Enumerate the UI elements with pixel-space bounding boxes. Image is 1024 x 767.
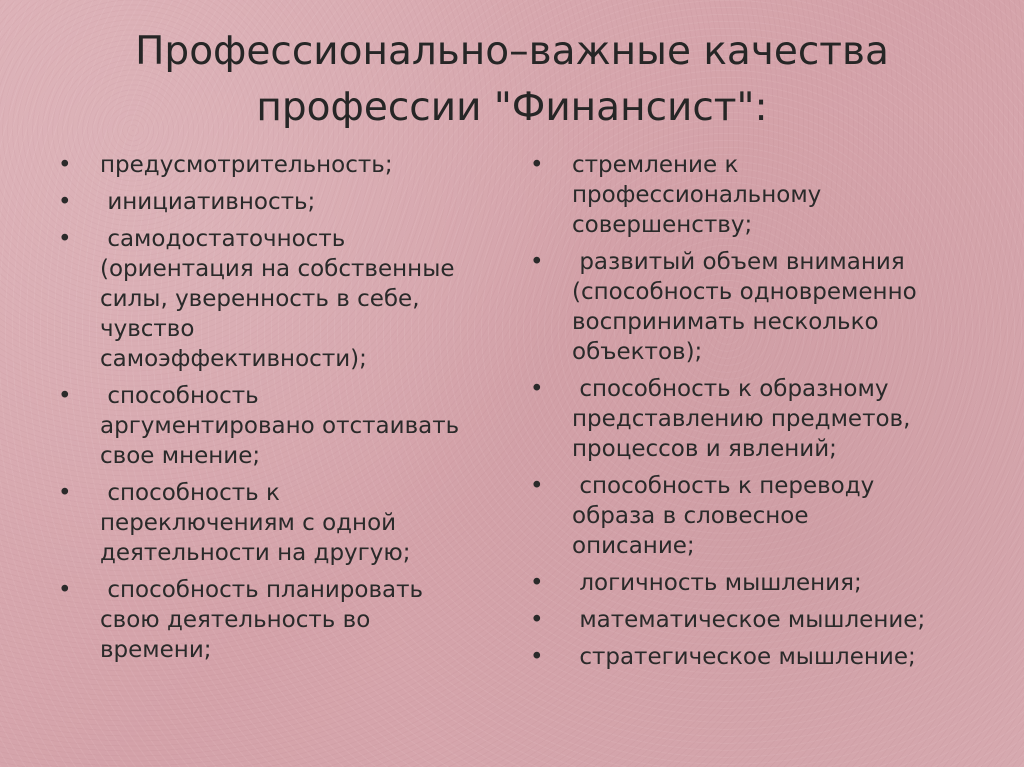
list-item-text: развитый объем внимания (способность одновременно воспринимать несколько объектов); [572, 249, 917, 365]
list-item [58, 381, 498, 471]
right-qualities-list [530, 150, 970, 679]
list-item-text: самодостаточность (ориентация на собственные силы, уверенность в себе, чувство самоэффективности); [100, 226, 455, 372]
list-item-text: стремление к профессиональному совершенству; [572, 152, 822, 238]
list-item [530, 374, 970, 464]
list-item-text: способность к образному представлению предметов, процессов и явлений; [572, 376, 911, 462]
list-item [530, 247, 970, 367]
bullet-icon: • [58, 577, 72, 603]
list-item [58, 478, 498, 568]
list-item [58, 575, 498, 665]
bullet-icon: • [530, 376, 544, 402]
list-item-text: способность планировать свою деятельность во времени; [100, 577, 424, 663]
list-item-text: математическое мышление; [572, 607, 926, 633]
bullet-icon: • [530, 607, 544, 633]
list-item [530, 605, 970, 635]
list-item-text: способность к переводу образа в словесное описание; [572, 473, 875, 559]
bullet-icon: • [58, 383, 72, 409]
bullet-icon: • [58, 189, 72, 215]
bullet-icon: • [530, 152, 544, 178]
bullet-icon: • [530, 570, 544, 596]
list-item [58, 150, 498, 180]
slide-title-line-1: Профессионально–важные качества [135, 29, 889, 74]
bullet-icon: • [58, 480, 72, 506]
list-item [530, 471, 970, 561]
slide-title [40, 24, 984, 136]
list-item-text: стратегическое мышление; [572, 644, 916, 670]
left-qualities-list [58, 150, 498, 672]
bullet-icon: • [530, 473, 544, 499]
list-item [58, 187, 498, 217]
bullet-icon: • [530, 644, 544, 670]
bullet-icon: • [530, 249, 544, 275]
list-item-text: логичность мышления; [572, 570, 862, 596]
list-item-text: способность аргументировано отстаивать свое мнение; [100, 383, 460, 469]
list-item [530, 642, 970, 672]
list-item-text: инициативность; [100, 189, 316, 215]
bullet-icon: • [58, 152, 72, 178]
bullet-icon: • [58, 226, 72, 252]
list-item-text: предусмотрительность; [100, 152, 393, 178]
list-item [530, 568, 970, 598]
list-item [530, 150, 970, 240]
list-item [58, 224, 498, 374]
list-item-text: способность к переключениям с одной деятельности на другую; [100, 480, 411, 566]
slide-title-line-2: профессии "Финансист": [256, 85, 768, 130]
